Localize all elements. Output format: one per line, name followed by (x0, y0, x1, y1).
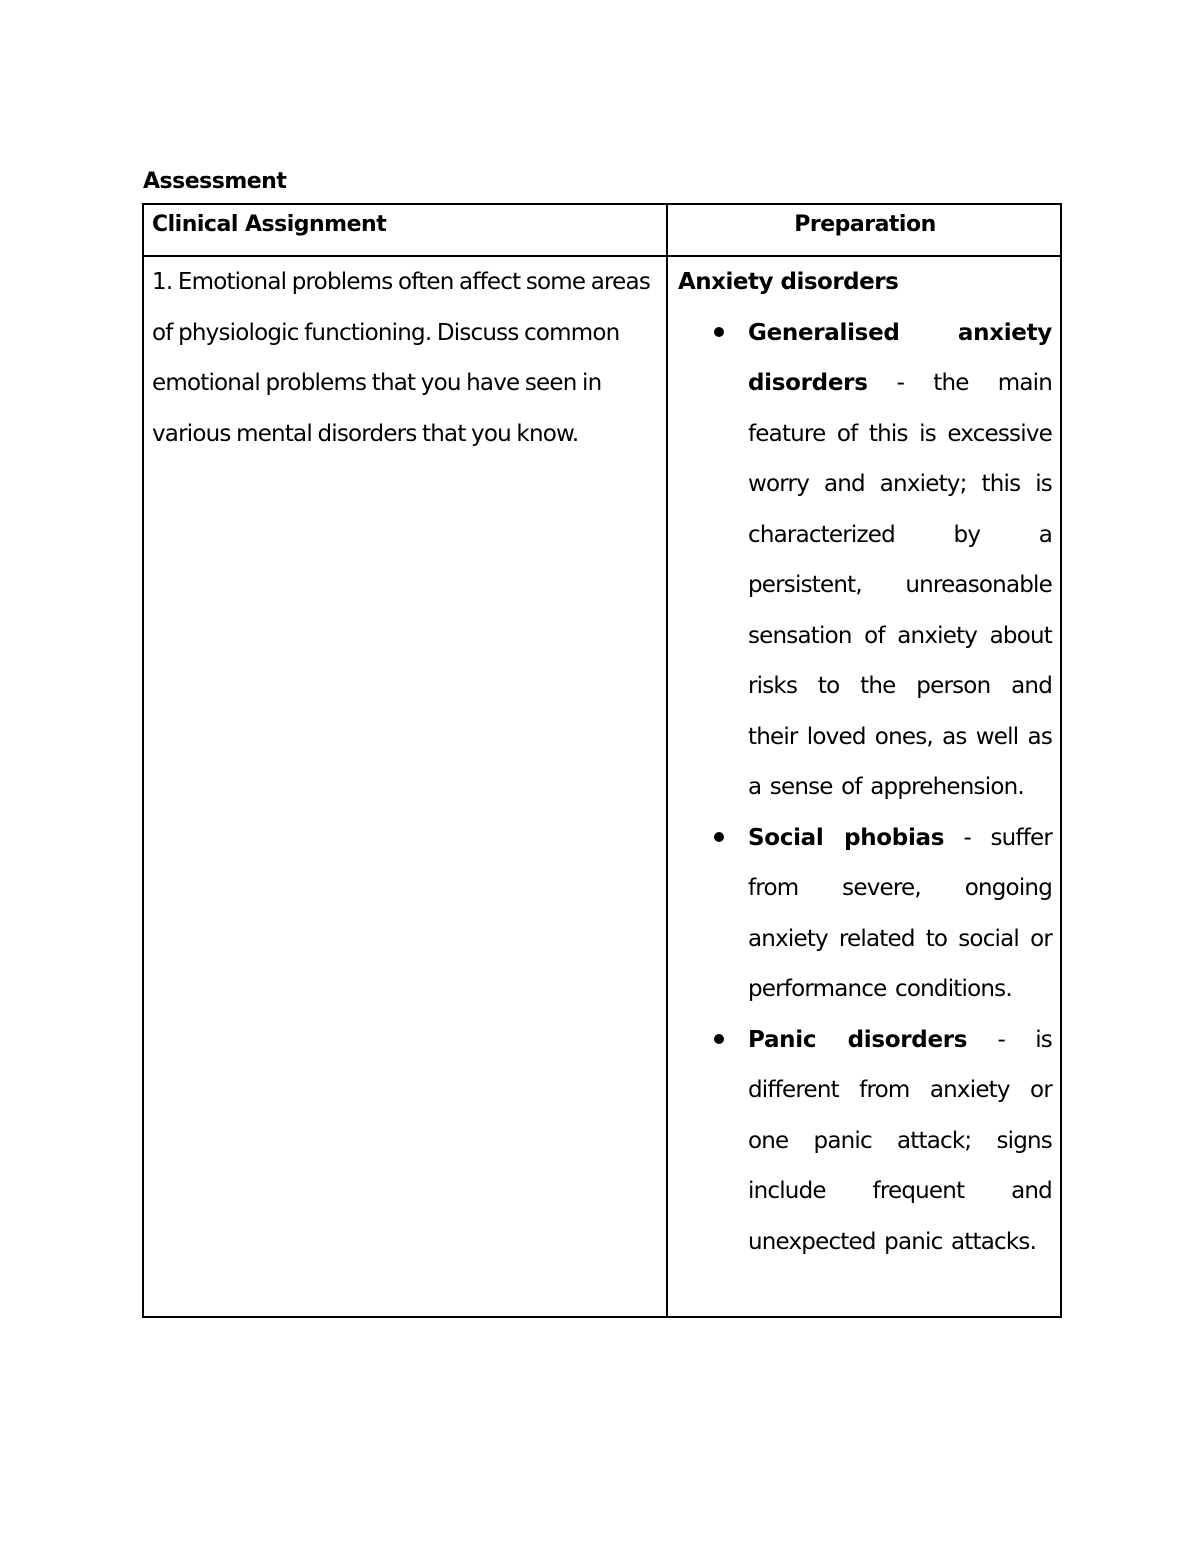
disorder-term: Panic disorders (748, 1026, 968, 1053)
preparation-cell (678, 257, 1052, 1267)
bullet-icon (714, 327, 724, 337)
header-preparation: Preparation (794, 212, 936, 237)
header-clinical-assignment: Clinical Assignment (152, 212, 387, 237)
column-divider (666, 205, 668, 1316)
bullet-icon (714, 832, 724, 842)
term-separator: - (867, 370, 934, 396)
section-title: Anxiety disorders (678, 269, 899, 295)
term-separator: - (967, 1026, 1036, 1053)
disorder-term: Generalised anxiety disorders (748, 319, 1052, 396)
assignment-question: 1. Emotional problems often affect some areas of physiologic functioning. Discuss common emotional problems that you have seen in various mental disorders that you know. (152, 269, 651, 447)
page-heading: Assessment (143, 169, 287, 194)
list-item (678, 308, 1052, 813)
disorder-list (678, 308, 1052, 1268)
disorder-description: suffer from severe, ongoing anxiety related to social or performance conditions. (748, 824, 1052, 1002)
term-separator: - (944, 824, 991, 851)
disorder-description: is different from anxiety or one panic attack; signs include frequent and unexpected panic attacks. (748, 1026, 1052, 1255)
list-item (678, 813, 1052, 1015)
assessment-table (142, 203, 1062, 1318)
list-item (678, 1015, 1052, 1268)
disorder-description: the main feature of this is excessive worry and anxiety; this is characterized by a persistent, unreasonable sensation of anxiety about risks to the person and their loved ones, as well as a sense of apprehension. (748, 370, 1052, 800)
bullet-icon (714, 1034, 724, 1044)
disorder-term: Social phobias (748, 824, 945, 851)
